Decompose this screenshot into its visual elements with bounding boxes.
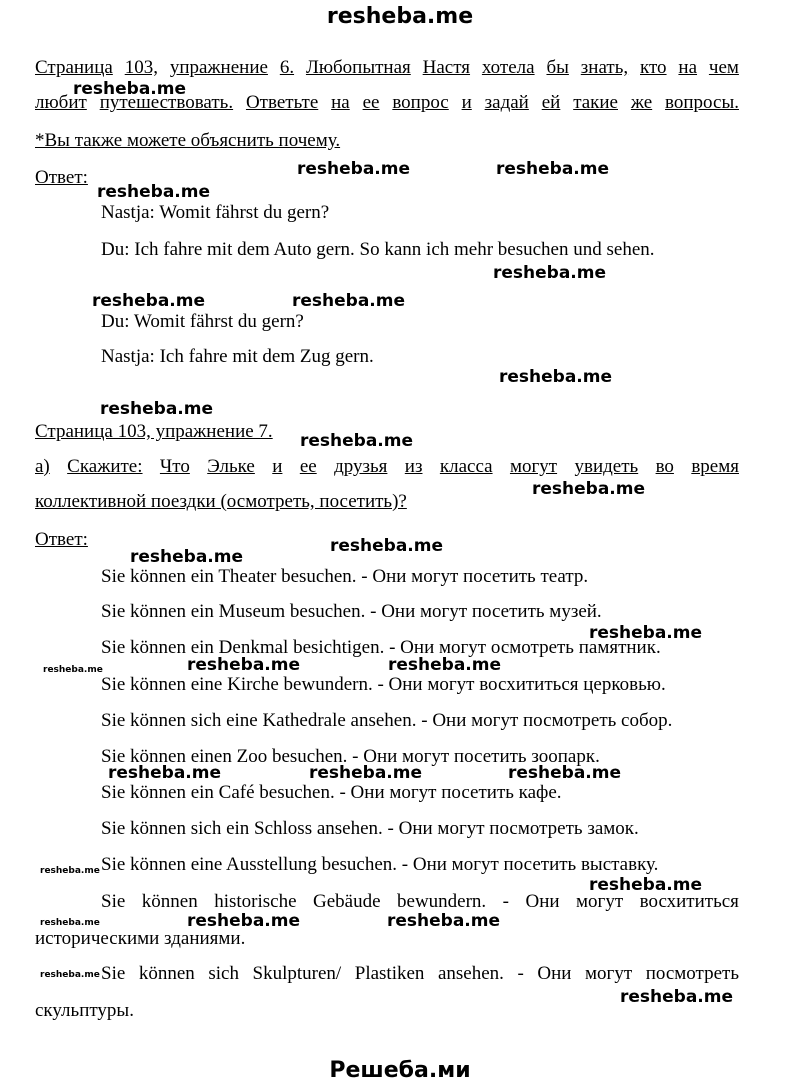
- watermark: resheba.me: [493, 263, 607, 283]
- watermark: resheba.me: [589, 623, 703, 643]
- dialog-line-1: Nastja: Womit fährst du gern?: [101, 202, 330, 223]
- watermark: resheba.me: [589, 875, 703, 895]
- small-watermark: resheba.me: [43, 665, 103, 675]
- sentence-1: Sie können ein Theater besuchen. - Они могут посетить театр.: [101, 566, 589, 587]
- watermark: resheba.me: [532, 479, 646, 499]
- ex7-title: Страница 103, упражнение 7.: [35, 421, 273, 442]
- sentence-3: Sie können ein Denkmal besichtigen. - Они могут осмотреть памятник.: [101, 637, 661, 658]
- watermark: resheba.me: [496, 159, 610, 179]
- watermark: resheba.me: [292, 291, 406, 311]
- watermark: resheba.me: [297, 159, 411, 179]
- ex6-title-line3: *Вы также можете объяснить почему.: [35, 130, 341, 151]
- ex6-answer-label: Ответ:: [35, 167, 88, 188]
- ex7-answer-label: Ответ:: [35, 529, 88, 550]
- ex6-title-line2: любит путешествовать. Ответьте на ее вопрос и задай ей такие же вопросы.: [35, 92, 739, 113]
- watermark: resheba.me: [108, 763, 222, 783]
- sentence-2: Sie können ein Museum besuchen. - Они могут посетить музей.: [101, 601, 602, 622]
- watermark: resheba.me: [330, 536, 444, 556]
- watermark: resheba.me: [100, 399, 214, 419]
- sentence-6: Sie können einen Zoo besuchen. - Они могут посетить зоопарк.: [101, 746, 600, 767]
- ex7-task-line1: а) Скажите: Что Эльке и ее друзья из класса могут увидеть во время: [35, 456, 739, 477]
- watermark: resheba.me: [130, 547, 244, 567]
- site-header: resheba.me: [326, 4, 474, 29]
- ex6-title-line1: Страница 103, упражнение 6. Любопытная Настя хотела бы знать, кто на чем: [35, 57, 739, 78]
- watermark: resheba.me: [620, 987, 734, 1007]
- watermark: resheba.me: [300, 431, 414, 451]
- watermark: resheba.me: [309, 763, 423, 783]
- watermark: resheba.me: [187, 655, 301, 675]
- small-watermark: resheba.me: [40, 866, 100, 876]
- watermark: resheba.me: [388, 655, 502, 675]
- watermark: resheba.me: [92, 291, 206, 311]
- dialog-line-4: Nastja: Ich fahre mit dem Zug gern.: [101, 346, 374, 367]
- sentence-11-line1: Sie können sich Skulpturen/ Plastiken ansehen. - Они могут посмотреть: [101, 963, 739, 984]
- site-footer: Решеба.ми: [329, 1058, 471, 1083]
- watermark: resheba.me: [187, 911, 301, 931]
- watermark: resheba.me: [499, 367, 613, 387]
- sentence-8: Sie können sich ein Schloss ansehen. - Они могут посмотреть замок.: [101, 818, 639, 839]
- watermark: resheba.me: [387, 911, 501, 931]
- watermark: resheba.me: [97, 182, 211, 202]
- small-watermark: resheba.me: [40, 918, 100, 928]
- ex7-task-line2: коллективной поездки (осмотреть, посетить)?: [35, 491, 407, 512]
- sentence-10-line2: историческими зданиями.: [35, 928, 246, 949]
- sentence-10-line1: Sie können historische Gebäude bewundern. - Они могут восхититься: [101, 891, 739, 912]
- watermark: resheba.me: [73, 79, 187, 99]
- sentence-11-line2: скульптуры.: [35, 1000, 134, 1021]
- sentence-7: Sie können ein Café besuchen. - Они могут посетить кафе.: [101, 782, 562, 803]
- sentence-9: Sie können eine Ausstellung besuchen. - Они могут посетить выставку.: [101, 854, 659, 875]
- watermark: resheba.me: [508, 763, 622, 783]
- dialog-line-3: Du: Womit fährst du gern?: [101, 311, 304, 332]
- dialog-line-2: Du: Ich fahre mit dem Auto gern. So kann ich mehr besuchen und sehen.: [101, 239, 655, 260]
- sentence-4: Sie können eine Kirche bewundern. - Они могут восхититься церковью.: [101, 674, 666, 695]
- sentence-5: Sie können sich eine Kathedrale ansehen. - Они могут посмотреть собор.: [101, 710, 673, 731]
- small-watermark: resheba.me: [40, 970, 100, 980]
